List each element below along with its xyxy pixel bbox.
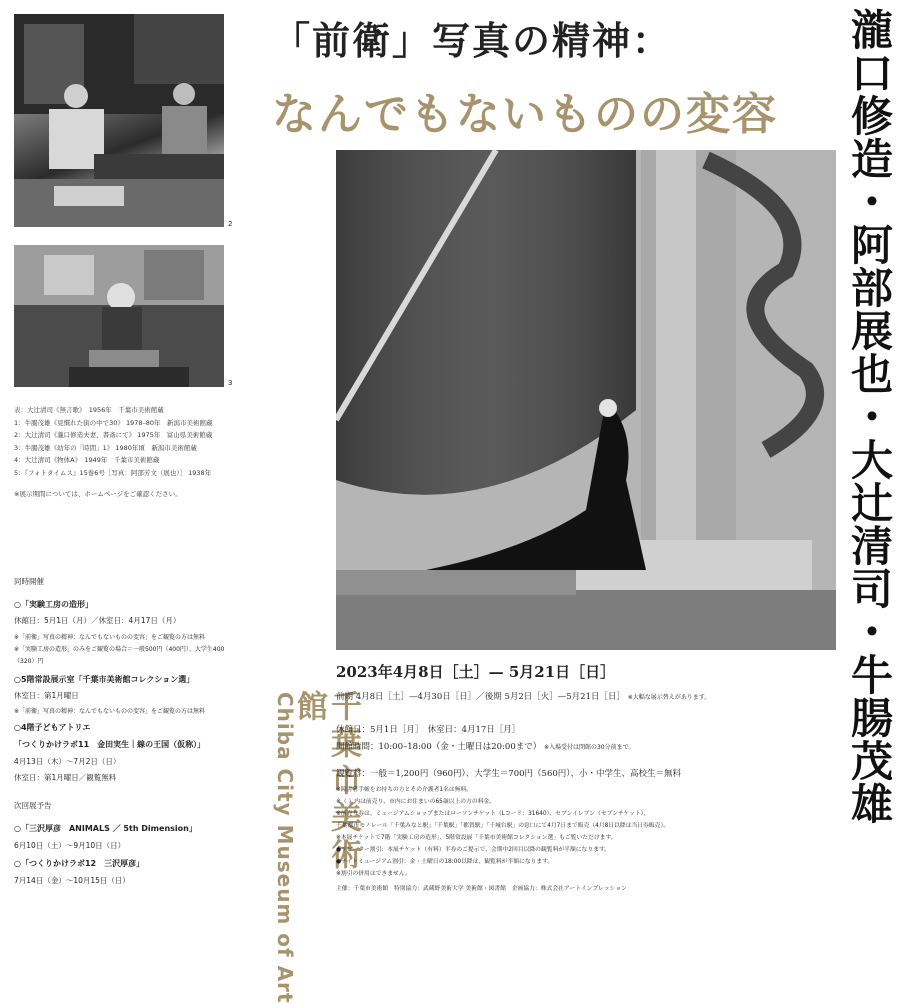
upcoming-ex2-dates: 7月14日（金）〜10月15日（日） (14, 876, 130, 885)
photo-couple-study (14, 14, 224, 227)
concurrent-ex2-title: ○5階常設展示室「千葉市美術館コレクション選」 (14, 675, 195, 684)
concurrent-ex1-note3: （320）円 (14, 658, 44, 665)
photo-couple-study-graphic (14, 14, 224, 227)
concurrent-ex1-title: ○「実験工房の造形」 (14, 600, 93, 609)
hours-text: 開館時間：10:00–18:00（金・土曜日は20:00まで） (336, 742, 542, 752)
fee-note-3: ※前売り券は、ミュージアムショップまたはローソンチケット（Lコード：31640）、セブンイレブン（セブンチケット）、 (336, 811, 650, 817)
exhibition-title-line1: 「前衛」写真の精神： (272, 18, 673, 63)
admission-fees: 観覧料：一般＝1,200円（960円）、大学生＝700円（560円）、小・中学生、高校生＝無料 (336, 769, 682, 779)
photo-captions (14, 404, 264, 479)
main-photo-tank-figure (336, 150, 836, 650)
concurrent-ex1-note1: ※「前衛」写真の精神：なんでもないものの変容」をご観覧の方は無料 (14, 634, 206, 641)
concurrent-ex3-title: ○4階子どもアトリエ (14, 723, 91, 732)
exhibition-dates: 2023年4月8日［土］— 5月21日［日］ (336, 663, 616, 681)
concurrent-ex1-dates: 休館日：5月1日（月）／休室日：4月17日（月） (14, 616, 181, 625)
concurrent-ex1-note2: ※「実験工房の造形」のみをご観覧の場合＝一般500円（400円）、大学生400 (14, 646, 225, 653)
caption-5: 5：『フォトタイムス』15巻6号［写真：阿部芳文（展也）］ 1938年 (14, 468, 212, 477)
upcoming-ex2-title: ○「つくりかけラボ12 三沢厚彦」 (14, 859, 145, 868)
opening-hours (336, 740, 635, 752)
credits: 主催：千葉市美術館 特別協力：武蔵野美術大学 美術館・図書館 企画協力：株式会社アートインプレッション (336, 886, 627, 892)
hours-note: ※入場受付は閉館の30分前まで。 (543, 744, 635, 751)
upcoming-ex1-dates: 6月10日（土）〜9月10日（日） (14, 841, 126, 850)
upcoming-ex1-title: ○「三沢厚彦 ANIMALS ／ 5th Dimension」 (14, 824, 197, 833)
fee-note-8: ※割引の併用はできません。 (336, 871, 411, 877)
fee-note-2: ※（ ）内は前売り、市内にお住まいの65歳以上の方の料金。 (336, 799, 495, 805)
figure-number-3: 3 (228, 379, 233, 387)
concurrent-ex2-dates: 休室日：第1月曜日 (14, 691, 79, 700)
figure-number-2: 2 (228, 220, 233, 228)
periods-note: ※大幅な展示替えがあります。 (627, 694, 711, 701)
fee-note-6: ●リピーター割引：本展チケット（有料）半券のご提示で、会期中2回目以降の観覧料が半額になります。 (336, 847, 611, 853)
caption-note: ※展示期間については、ホームページをご確認ください。 (14, 490, 182, 498)
concurrent-heading: 同時開催 (14, 577, 44, 586)
fee-note-4: 千葉都市モノレール「千葉みなと駅」「千葉駅」「都賀駅」「千城台駅」の窓口にて4月7日まで販売（4月8日以降は当日券販売）。 (336, 823, 670, 829)
concurrent-ex3-dates: 4月13日（木）〜7月2日（日） (14, 757, 121, 766)
fee-note-5: ※本展チケットで7階「実験工房の造形」、5階常設展「千葉市美術館コレクション選」もご覧いただけます。 (336, 835, 617, 841)
upcoming-heading: 次回展予告 (14, 801, 52, 810)
caption-2: 2：大辻清司《瀧口修造夫妻、書斎にて》 1975年 富山県美術館蔵 (14, 431, 213, 439)
photo-child (14, 245, 224, 387)
caption-4: 4：大辻清司《物体A》 1949年 千葉市美術館蔵 (14, 456, 160, 464)
exhibition-title-line2: なんでもないものの変容 (272, 89, 778, 140)
photo-child-graphic (14, 245, 224, 387)
caption-3: 3：牛腸茂雄《幼年の「時間」1》 1980年頃 新潟市美術館蔵 (14, 443, 197, 452)
caption-1: 1：牛腸茂雄《見慣れた街の中で30》 1978–80年 新潟市美術館蔵 (14, 418, 213, 427)
periods-text: 前期 4月8日［土］—4月30日［日］／後期 5月2日［火］—5月21日［日］ (336, 692, 625, 702)
museum-name-jp: 千葉市美術館 (291, 690, 361, 875)
closed-days: 休館日：5月1日［月］ 休室日：4月17日［月］ (336, 725, 521, 735)
caption-cover: 表：大辻清司《無言歌》 1956年 千葉市美術館蔵 (14, 406, 164, 414)
exhibition-periods (336, 690, 710, 702)
concurrent-ex3-closed: 休室日：第1月曜日／観覧無料 (14, 773, 117, 782)
artist-names: 瀧口修造・阿部展也・大辻清司・牛腸茂雄 (845, 8, 894, 825)
fee-note-7: ●ナイトミュージアム割引：金・土曜日の18:00以降は、観覧料が半額になります。 (336, 859, 554, 865)
concurrent-ex2-note: ※「前衛」写真の精神：なんでもないものの変容」をご観覧の方は無料 (14, 708, 206, 715)
main-photo-graphic (336, 150, 836, 650)
concurrent-ex3-sub: 「つくりかけラボ11 金田実生｜線の王国（仮称）」 (14, 740, 206, 749)
museum-name-en: Chiba City Museum of Art (273, 692, 297, 1004)
fee-note-1: ※障害者手帳をお持ちの方とその介護者1名は無料。 (336, 787, 473, 793)
